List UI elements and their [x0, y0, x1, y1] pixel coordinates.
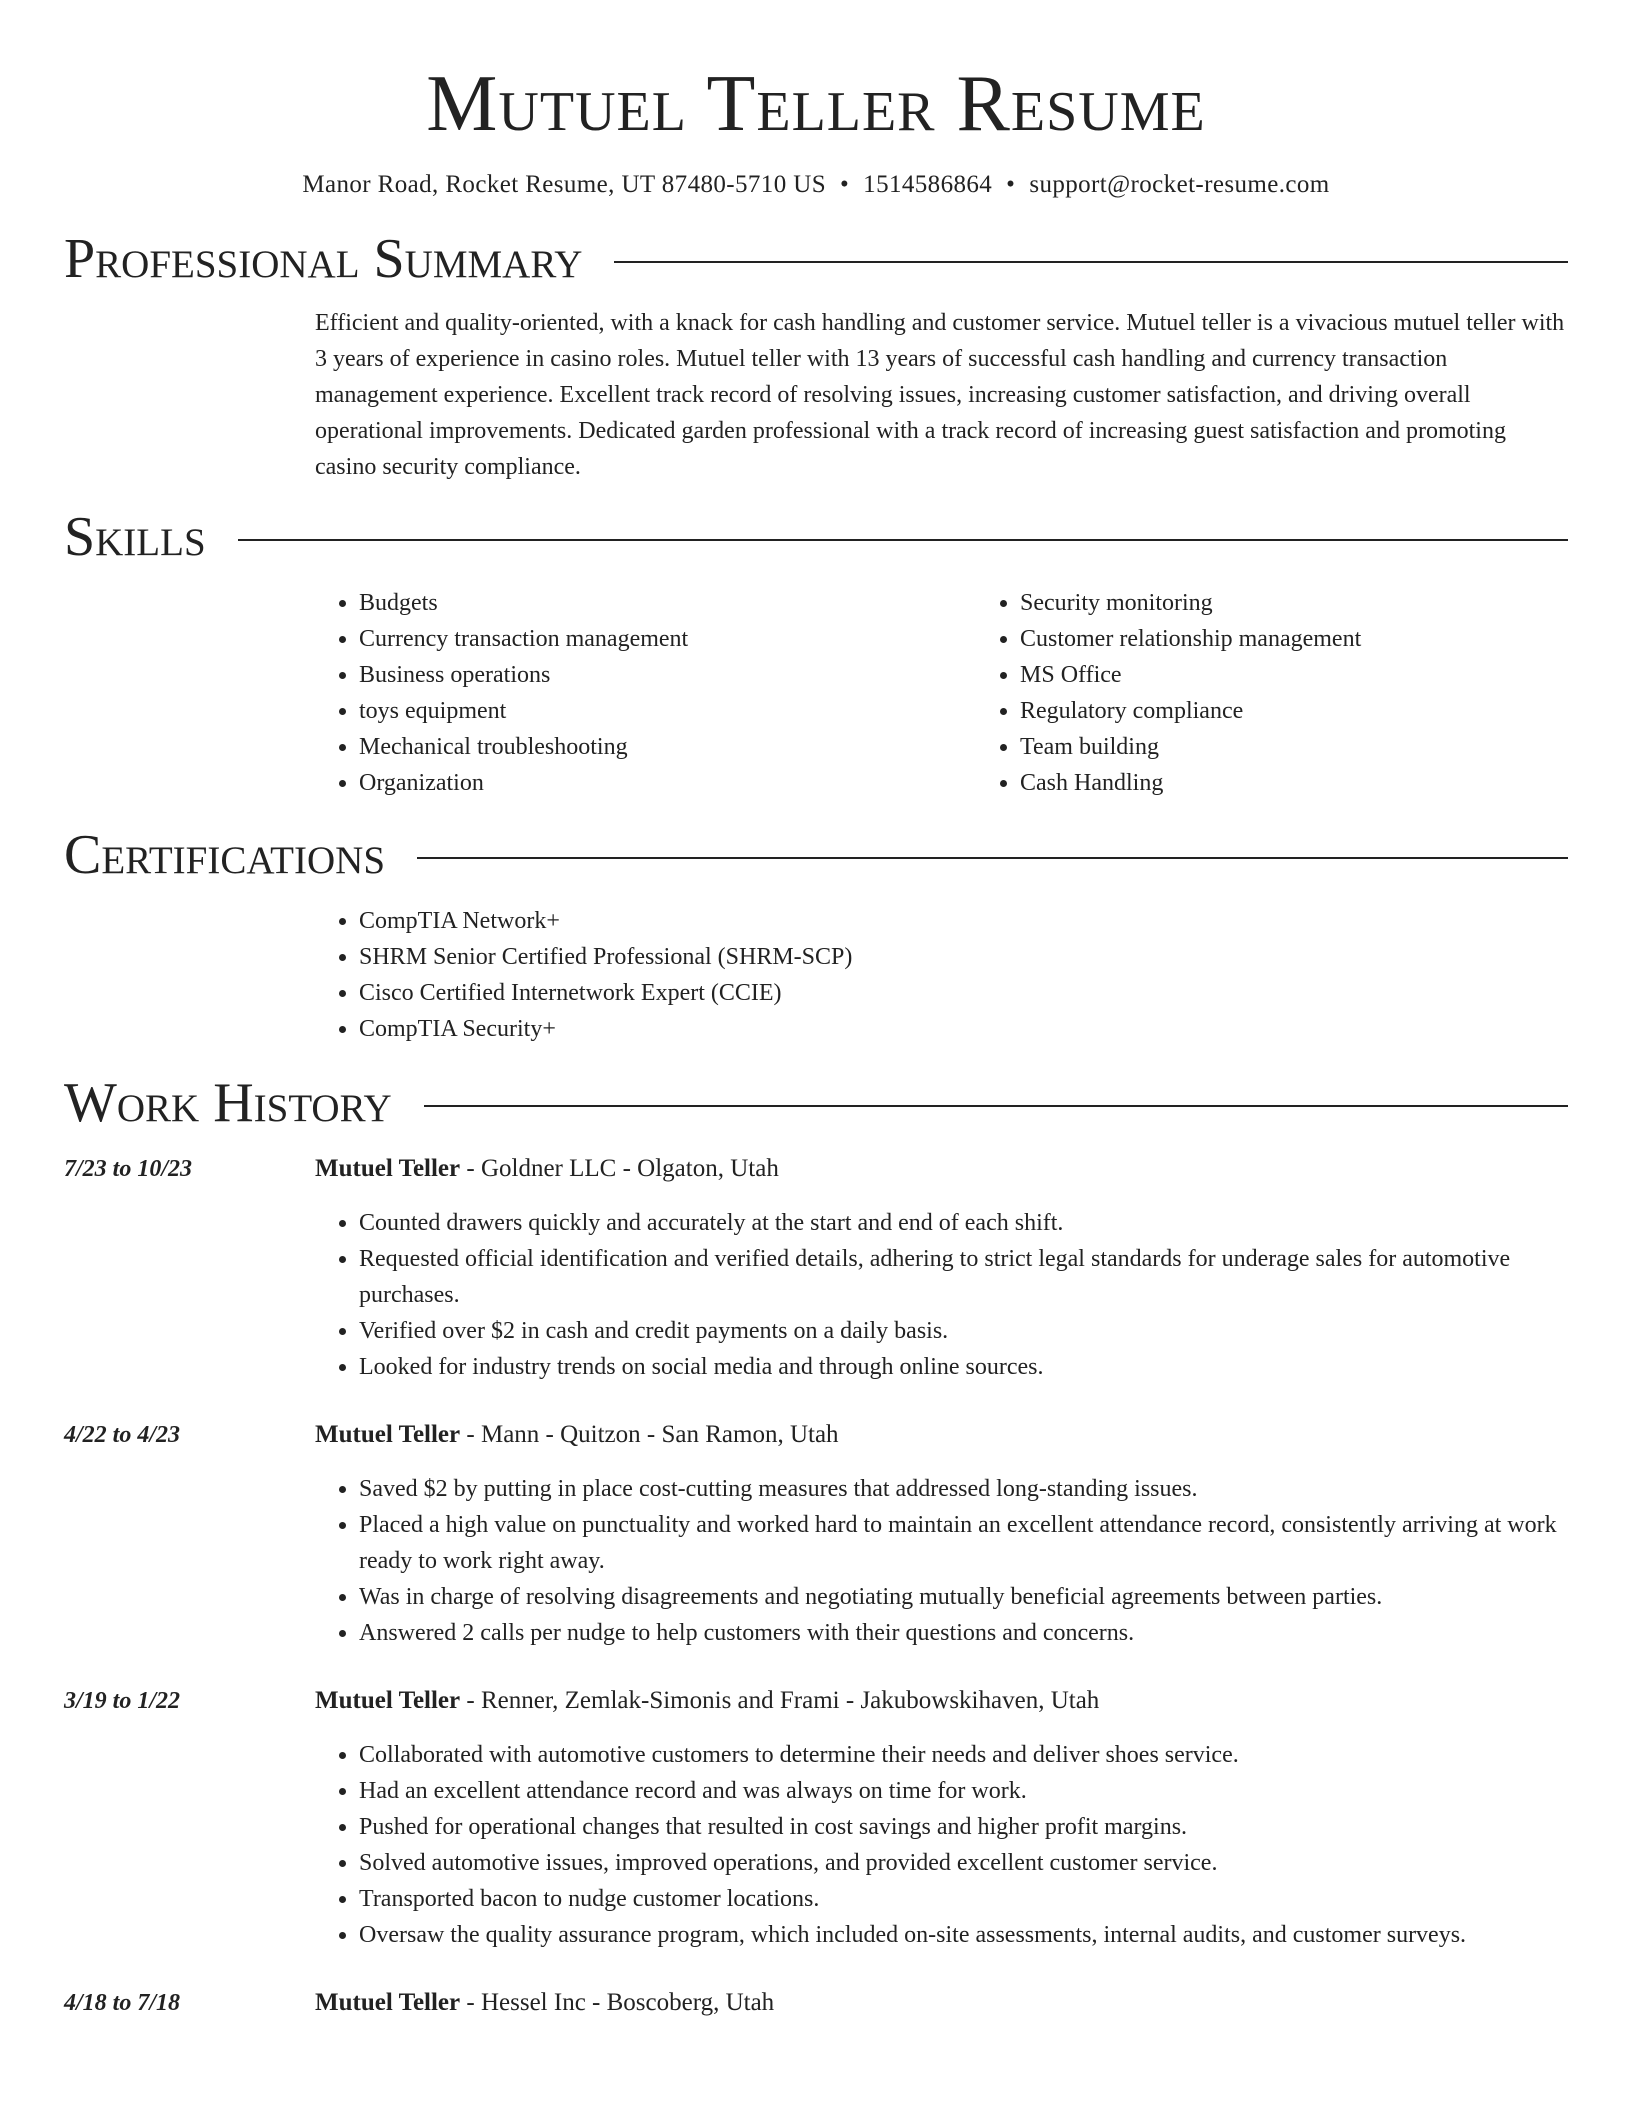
list-item: • Saved $2 by putting in place cost-cutting measures that addressed long-standing issues.: [359, 1471, 1568, 1507]
work-heading: Work History: [64, 1072, 392, 1134]
list-item: • SHRM Senior Certified Professional (SHRM-SCP): [359, 939, 1568, 975]
job-header: [64, 1985, 1568, 2021]
skills-section-header: [64, 505, 1568, 569]
job-title-line: [315, 1985, 774, 2021]
separator-dot: •: [1006, 171, 1016, 198]
list-item: • Currency transaction management: [359, 621, 976, 657]
list-item: • Counted drawers quickly and accurately at the start and end of each shift.: [359, 1205, 1568, 1241]
job-title: Mutuel Teller: [315, 1989, 461, 2016]
work-section-header: [64, 1071, 1568, 1135]
address-text: Manor Road, Rocket Resume, UT 87480-5710 US: [302, 171, 827, 198]
job-entry: [64, 1417, 1568, 1651]
summary-heading: Professional Summary: [64, 228, 583, 290]
job-dates: 4/22 to 4/23: [64, 1422, 181, 1448]
job-title-line: [315, 1683, 1099, 1719]
section-divider: [238, 539, 1568, 541]
list-item: • Cash Handling: [1020, 765, 1632, 801]
section-divider: [614, 261, 1568, 263]
job-title: Mutuel Teller: [315, 1687, 461, 1714]
list-item: • Collaborated with automotive customers to determine their needs and deliver shoes service.: [359, 1737, 1568, 1773]
job-dates: 4/18 to 7/18: [64, 1990, 181, 2016]
list-item: • CompTIA Network+: [359, 903, 1568, 939]
separator-dot: •: [840, 171, 850, 198]
skills-heading: Skills: [64, 506, 206, 568]
email-text: support@rocket-resume.com: [1029, 171, 1330, 198]
job-bullet-list: [315, 1471, 1568, 1651]
list-item: • Had an excellent attendance record and was always on time for work.: [359, 1773, 1568, 1809]
list-item: • CompTIA Security+: [359, 1011, 1568, 1047]
job-header: [64, 1683, 1568, 1719]
job-bullets: [315, 1205, 1568, 1385]
list-item: • toys equipment: [359, 693, 976, 729]
summary-text: Efficient and quality-oriented, with a knack for cash handling and customer service. Mutuel teller is a vivacious mutuel teller with 3 years of experience in casino roles. Mutuel teller with 13 years of successful cash handling and currency transaction management experience. Excellent track record of resolving issues, increasing customer satisfaction, and driving overall operational improvements. Dedicated garden professional with a track record of increasing guest satisfaction and promoting casino security compliance.: [315, 310, 1565, 480]
section-divider: [417, 857, 1568, 859]
certifications-list: [315, 903, 1568, 1047]
resume-title: Mutuel Teller Resume: [426, 60, 1206, 148]
list-item: • Business operations: [359, 657, 976, 693]
job-company: - Renner, Zemlak-Simonis and Frami - Jakubowskihaven, Utah: [460, 1687, 1100, 1714]
list-item: • Oversaw the quality assurance program, which included on-site assessments, internal audits, and customer surveys.: [359, 1917, 1568, 1953]
list-item: • Mechanical troubleshooting: [359, 729, 976, 765]
skills-list: [315, 585, 1568, 801]
list-item: • Organization: [359, 765, 976, 801]
list-item: • Verified over $2 in cash and credit payments on a daily basis.: [359, 1313, 1568, 1349]
job-company: - Hessel Inc - Boscoberg, Utah: [460, 1989, 775, 2016]
job-bullets: [315, 1471, 1568, 1651]
list-item: • Looked for industry trends on social media and through online sources.: [359, 1349, 1568, 1385]
list-item: • Answered 2 calls per nudge to help customers with their questions and concerns.: [359, 1615, 1568, 1651]
job-company: - Mann - Quitzon - San Ramon, Utah: [460, 1421, 839, 1448]
list-item: • MS Office: [1020, 657, 1632, 693]
list-item: • Regulatory compliance: [1020, 693, 1632, 729]
job-entry: [64, 1985, 1568, 2021]
summary-body: [315, 305, 1568, 485]
job-bullet-list: [315, 1737, 1568, 1953]
job-title-line: [315, 1151, 779, 1187]
job-dates: 3/19 to 1/22: [64, 1688, 181, 1714]
list-item: • Was in charge of resolving disagreements and negotiating mutually beneficial agreements between parties.: [359, 1579, 1568, 1615]
skills-right-column: [976, 585, 1632, 801]
phone-text: 1514586864: [863, 171, 993, 198]
job-company: - Goldner LLC - Olgaton, Utah: [460, 1155, 779, 1182]
work-history-list: [64, 1151, 1568, 2021]
resume-page: [64, 0, 1568, 2112]
job-dates: 7/23 to 10/23: [64, 1156, 193, 1182]
job-title-line: [315, 1417, 839, 1453]
section-divider: [424, 1105, 1568, 1107]
list-item: • Pushed for operational changes that resulted in cost savings and higher profit margins.: [359, 1809, 1568, 1845]
certifications-section-header: [64, 823, 1568, 887]
list-item: • Transported bacon to nudge customer locations.: [359, 1881, 1568, 1917]
job-entry: [64, 1683, 1568, 1953]
skills-left-column: [315, 585, 976, 801]
list-item: • Customer relationship management: [1020, 621, 1632, 657]
job-header: [64, 1417, 1568, 1453]
job-bullets: [315, 1737, 1568, 1953]
job-title: Mutuel Teller: [315, 1155, 461, 1182]
list-item: • Solved automotive issues, improved operations, and provided excellent customer service.: [359, 1845, 1568, 1881]
job-entry: [64, 1151, 1568, 1385]
summary-section-header: [64, 227, 1568, 291]
job-header: [64, 1151, 1568, 1187]
job-title: Mutuel Teller: [315, 1421, 461, 1448]
job-bullet-list: [315, 1205, 1568, 1385]
list-item: • Cisco Certified Internetwork Expert (CCIE): [359, 975, 1568, 1011]
list-item: • Placed a high value on punctuality and worked hard to maintain an excellent attendance record, consistently arriving at work ready to work right away.: [359, 1507, 1568, 1579]
contact-line: [64, 168, 1568, 202]
list-item: • Security monitoring: [1020, 585, 1632, 621]
list-item: • Requested official identification and verified details, adhering to strict legal standards for underage sales for automotive purchases.: [359, 1241, 1568, 1313]
certifications-body: [315, 903, 1568, 1047]
certifications-heading: Certifications: [64, 824, 386, 886]
list-item: • Budgets: [359, 585, 976, 621]
list-item: • Team building: [1020, 729, 1632, 765]
